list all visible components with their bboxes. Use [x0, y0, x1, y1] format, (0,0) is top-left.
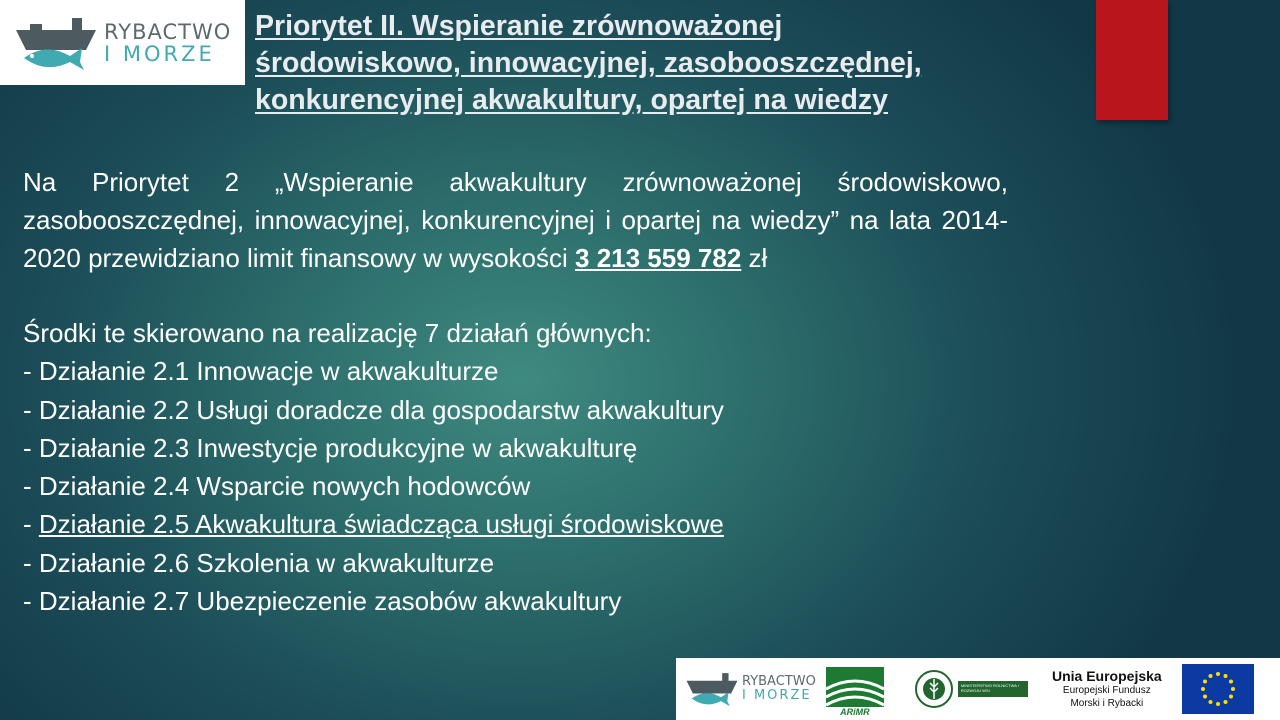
action-text: Działanie 2.4 Wsparcie nowych hodowców — [38, 471, 531, 502]
red-accent-bar — [1096, 0, 1168, 120]
eu-fund-label — [1042, 668, 1172, 710]
eu-fund-line-2: Morski i Rybacki — [1070, 698, 1144, 709]
actions-list — [23, 314, 1023, 620]
action-prefix: - — [23, 432, 39, 463]
fish-boat-icon — [684, 669, 740, 709]
logo-line-1: RYBACTWO — [104, 19, 232, 44]
action-item-2-1 — [23, 352, 1023, 390]
intro-text: Na Priorytet 2 „Wspieranie akwakultury zrównoważonej środowiskowo, zasobooszczędnej, innowacyjnej, konkurencyjnej i opartej na wiedzy” na lata 2014-2020 przewidziano limit finansowy w wysokości — [23, 167, 1008, 273]
action-prefix: - — [23, 586, 39, 617]
field-icon — [826, 667, 884, 707]
logo-line-2: I MORZE — [104, 41, 215, 66]
fish-boat-icon — [12, 12, 100, 74]
eu-stars-icon — [1182, 664, 1254, 714]
action-text: Działanie 2.1 Innowacje w akwakulturze — [38, 356, 499, 387]
arimr-label: ARiMR — [840, 707, 870, 717]
eu-fund-line-1: Europejski Fundusz — [1062, 685, 1151, 696]
action-prefix: - — [23, 509, 39, 540]
wheat-emblem-icon — [914, 669, 954, 709]
action-prefix: - — [23, 356, 39, 387]
action-text: Działanie 2.3 Inwestycje produkcyjne w akwakulturę — [38, 432, 638, 463]
action-item-2-7 — [23, 582, 1023, 620]
footer-rybactwo-logo — [684, 669, 816, 709]
footer-logos — [676, 658, 1280, 720]
budget-amount: 3 213 559 782 — [575, 243, 742, 273]
action-item-2-6 — [23, 544, 1023, 582]
footer-logo-line-2: I MORZE — [742, 688, 812, 703]
title-line-2: środowiskowo, innowacyjnej, zasobooszczędnej, — [255, 47, 922, 79]
page-title — [255, 8, 1085, 119]
action-text: Działanie 2.2 Usługi doradcze dla gospodarstw akwakultury — [38, 394, 724, 425]
title-line-3: konkurencyjnej akwakultury, opartej na wiedzy — [255, 84, 889, 116]
action-text: Działanie 2.6 Szkolenia w akwakulturze — [38, 547, 495, 578]
rybactwo-logo — [0, 0, 245, 85]
title-line-1: Priorytet II. Wspieranie zrównoważonej — [255, 10, 783, 42]
actions-heading: Środki te skierowano na realizację 7 działań głównych: — [23, 318, 652, 348]
action-prefix: - — [23, 471, 39, 502]
action-item-2-2 — [23, 391, 1023, 429]
action-text: Działanie 2.7 Ubezpieczenie zasobów akwakultury — [38, 586, 622, 617]
action-prefix: - — [23, 394, 39, 425]
action-item-2-3 — [23, 429, 1023, 467]
ministry-logo — [914, 669, 1028, 709]
ministry-label: MINISTERSTWO ROLNICTWA I ROZWOJU WSI — [958, 681, 1028, 697]
eu-flag-icon — [1182, 664, 1254, 714]
action-item-2-5 — [23, 505, 1023, 543]
footer-logo-line-1: RYBACTWO — [742, 674, 816, 689]
action-prefix: - — [23, 547, 39, 578]
arimr-logo — [824, 661, 886, 717]
budget-currency: zł — [748, 243, 768, 273]
action-item-2-4 — [23, 467, 1023, 505]
eu-title: Unia Europejska — [1051, 668, 1162, 684]
intro-paragraph — [23, 163, 1008, 277]
action-link-2-5[interactable]: Działanie 2.5 Akwakultura świadcząca usługi środowiskowe — [38, 509, 724, 540]
